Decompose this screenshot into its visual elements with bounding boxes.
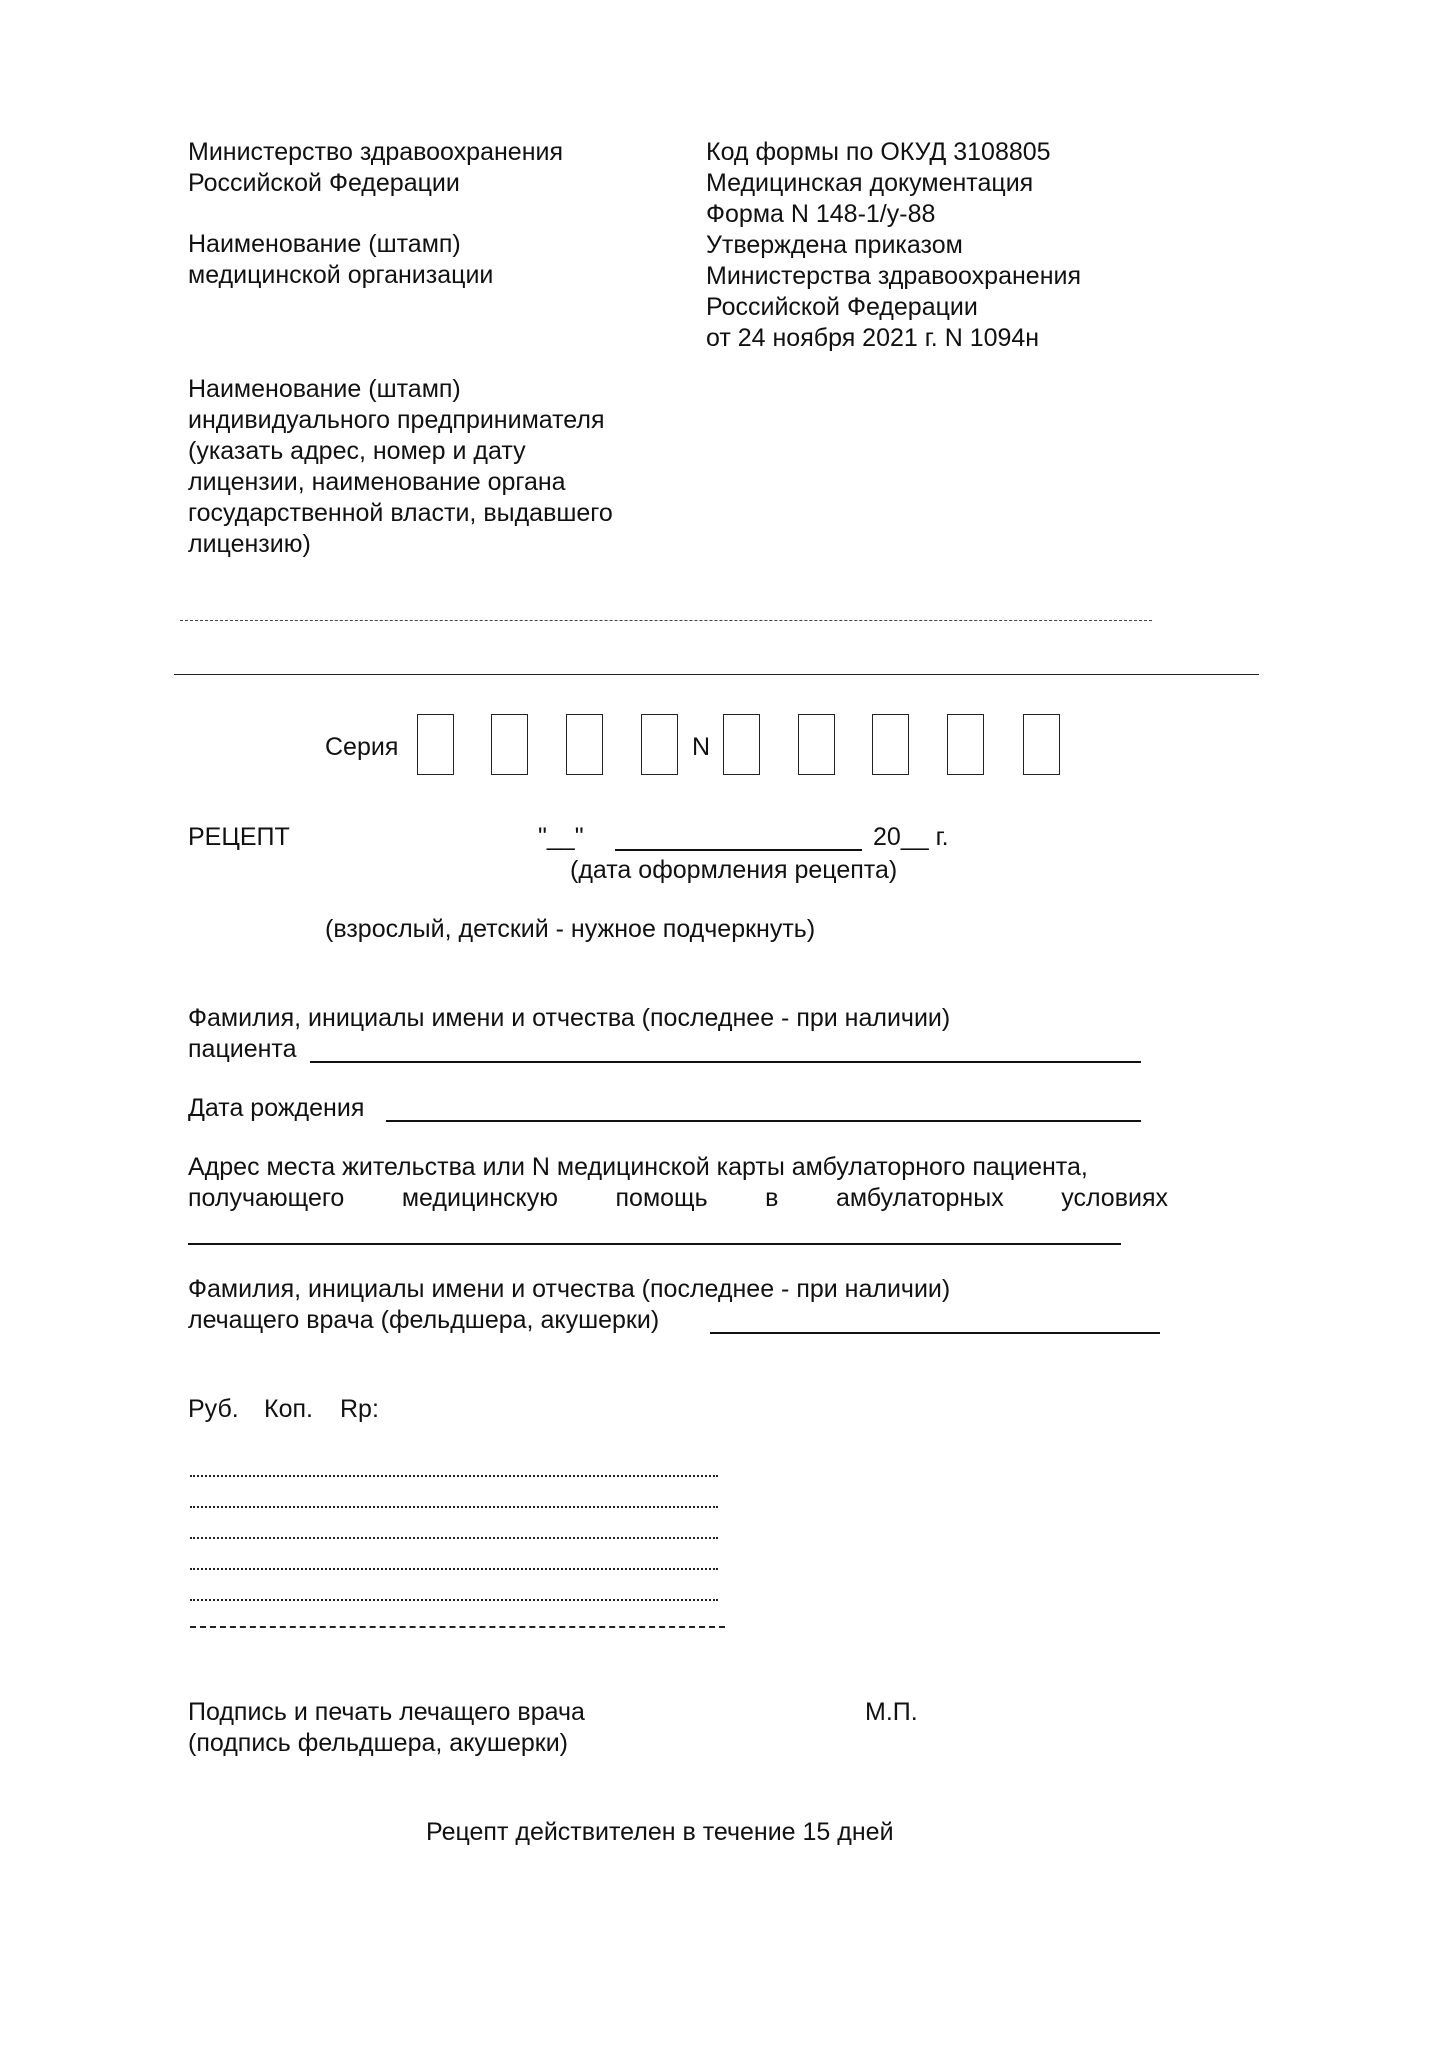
- year-prefix: 20: [873, 823, 901, 851]
- address-label-1: Адрес места жительства или N медицинской карты амбулаторного пациента,: [188, 1153, 1088, 1181]
- rp-end-dashed-line: [190, 1626, 725, 1628]
- ip-stamp-block: [188, 374, 613, 560]
- number-box-5[interactable]: [1023, 714, 1060, 775]
- address-label-2: [188, 1183, 1168, 1214]
- address-word-3: помощь: [615, 1184, 708, 1212]
- date-day[interactable]: [538, 822, 584, 853]
- form-info-line-4: Утверждена приказом: [706, 231, 963, 259]
- ministry-line-2: Российской Федерации: [188, 169, 460, 197]
- doctor-name-underline[interactable]: [710, 1332, 1160, 1334]
- date-caption: (дата оформления рецепта): [570, 856, 898, 884]
- ip-stamp-line-3: (указать адрес, номер и дату: [188, 437, 526, 465]
- number-label: N: [692, 733, 711, 761]
- birth-date-underline[interactable]: [386, 1120, 1141, 1122]
- rp-line-2[interactable]: [190, 1506, 718, 1508]
- signature-label-1: Подпись и печать лечащего врача: [188, 1698, 585, 1726]
- signature-label-2: (подпись фельдшера, акушерки): [188, 1729, 568, 1757]
- org-stamp-line-2: медицинской организации: [188, 261, 494, 289]
- rp-label: Rp:: [340, 1395, 379, 1423]
- org-stamp-line-1: Наименование (штамп): [188, 230, 461, 258]
- ministry-block: [188, 137, 563, 199]
- doctor-name-label-2: лечащего врача (фельдшера, акушерки): [188, 1306, 660, 1334]
- rp-line-1[interactable]: [190, 1475, 718, 1477]
- ip-stamp-line-2: индивидуального предпринимателя: [188, 406, 605, 434]
- date-year[interactable]: [873, 822, 949, 853]
- address-word-5: амбулаторных: [835, 1184, 1004, 1212]
- header-divider: [174, 674, 1259, 675]
- form-info-line-3: Форма N 148-1/у-88: [706, 200, 936, 228]
- age-note: (взрослый, детский - нужное подчеркнуть): [325, 915, 816, 943]
- form-info-line-6: Российской Федерации: [706, 293, 978, 321]
- form-info-block: [706, 137, 1081, 354]
- ip-stamp-line-5: государственной власти, выдавшего: [188, 499, 613, 527]
- year-suffix: г.: [935, 823, 949, 851]
- number-box-3[interactable]: [872, 714, 909, 775]
- ip-stamp-line-4: лицензии, наименование органа: [188, 468, 566, 496]
- rp-line-3[interactable]: [190, 1537, 718, 1539]
- series-box-1[interactable]: [417, 714, 454, 775]
- series-box-3[interactable]: [566, 714, 603, 775]
- patient-name-underline[interactable]: [310, 1061, 1141, 1063]
- patient-name-label-1: Фамилия, инициалы имени и отчества (последнее - при наличии): [188, 1004, 951, 1032]
- form-info-line-7: от 24 ноября 2021 г. N 1094н: [706, 324, 1040, 352]
- rub-label: Руб.: [188, 1395, 239, 1423]
- address-word-2: медицинскую: [401, 1184, 558, 1212]
- address-word-6: условиях: [1061, 1184, 1168, 1212]
- kop-label: Коп.: [264, 1395, 313, 1423]
- birth-date-label: Дата рождения: [188, 1094, 365, 1122]
- ministry-line-1: Министерство здравоохранения: [188, 138, 563, 166]
- form-info-line-1: Код формы по ОКУД 3108805: [706, 138, 1051, 166]
- rp-line-4[interactable]: [190, 1568, 718, 1570]
- series-box-4[interactable]: [641, 714, 678, 775]
- ip-stamp-line-1: Наименование (штамп): [188, 375, 461, 403]
- series-box-2[interactable]: [491, 714, 528, 775]
- number-box-4[interactable]: [947, 714, 984, 775]
- month-underline[interactable]: [615, 849, 862, 851]
- number-box-1[interactable]: [723, 714, 760, 775]
- patient-name-label-2: пациента: [188, 1035, 297, 1063]
- number-box-2[interactable]: [798, 714, 835, 775]
- day-quote-close: ": [574, 823, 584, 851]
- doctor-name-label-1: Фамилия, инициалы имени и отчества (последнее - при наличии): [188, 1275, 951, 1303]
- series-label: Серия: [325, 733, 399, 761]
- day-quote-open: ": [538, 823, 547, 851]
- address-word-4: в: [765, 1184, 779, 1212]
- rp-line-5[interactable]: [190, 1599, 718, 1601]
- year-blank: __: [900, 823, 929, 851]
- day-blank: __: [546, 823, 575, 851]
- stamp-place-label: М.П.: [865, 1698, 918, 1726]
- ip-stamp-line-6: лицензию): [188, 530, 311, 558]
- validity-note: Рецепт действителен в течение 15 дней: [426, 1818, 894, 1846]
- form-info-line-5: Министерства здравоохранения: [706, 262, 1081, 290]
- cut-line-dashed: [180, 620, 1152, 621]
- address-word-1: получающего: [188, 1184, 345, 1212]
- address-underline[interactable]: [188, 1243, 1121, 1245]
- org-stamp-block: [188, 229, 493, 291]
- recipe-title: РЕЦЕПТ: [188, 823, 290, 851]
- form-info-line-2: Медицинская документация: [706, 169, 1034, 197]
